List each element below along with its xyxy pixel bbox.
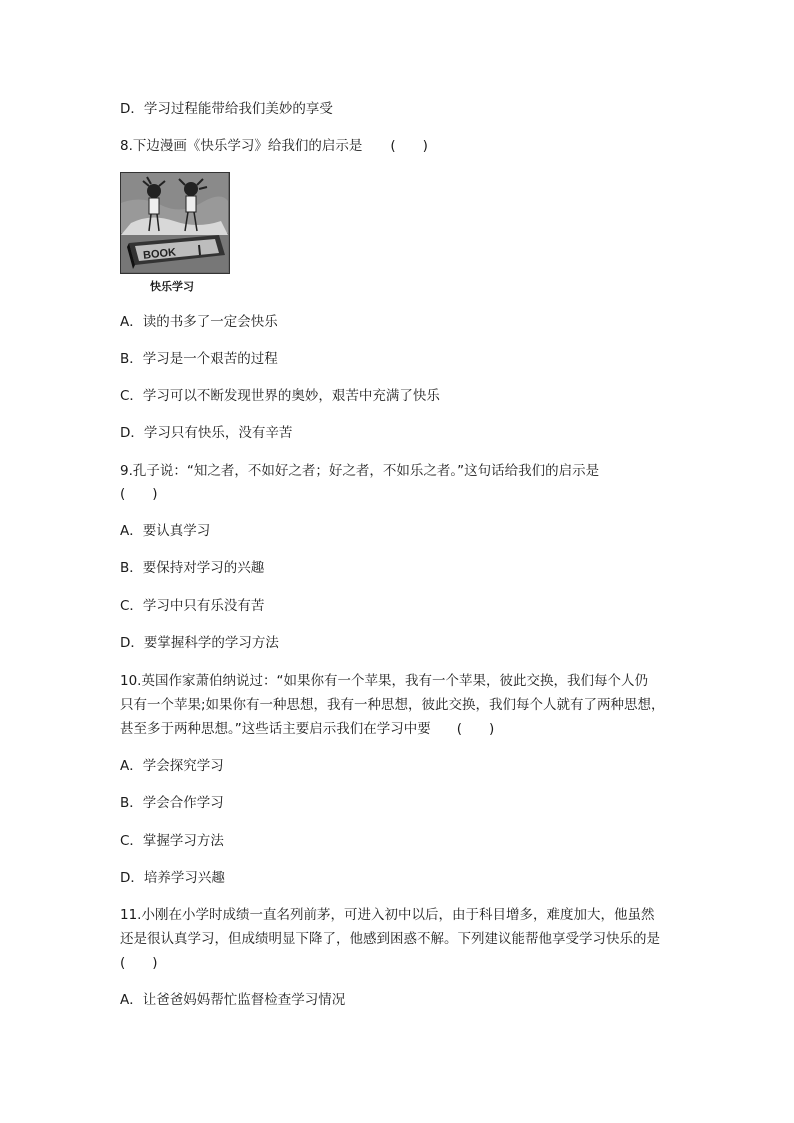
q11-option-a: A．让爸爸妈妈帮忙监督检查学习情况: [120, 992, 346, 1008]
q8-option-c: C．学习可以不断发现世界的奥妙，艰苦中充满了快乐: [120, 388, 440, 404]
q8-option-b: B．学习是一个艰苦的过程: [120, 351, 278, 367]
q10-option-d: D．培养学习兴趣: [120, 870, 225, 886]
q8-stem: [120, 137, 428, 155]
q10-stem-line3-text: 甚至多于两种思想。”这些话主要启示我们在学习中要: [120, 721, 431, 737]
q10-stem-line1: 10.英国作家萧伯纳说过：“如果你有一个苹果，我有一个苹果，彼此交换，我们每个人仍: [120, 673, 648, 689]
q9-option-a: A．要认真学习: [120, 523, 211, 539]
q11-stem-line2: 还是很认真学习，但成绩明显下降了，他感到困惑不解。下列建议能帮他享受学习快乐的是: [120, 931, 660, 947]
q8-option-a: A．读的书多了一定会快乐: [120, 314, 278, 330]
book-cover-text: BOOK: [142, 246, 177, 262]
cartoon-illustration: [121, 173, 228, 272]
q8-option-d: D．学习只有快乐，没有辛苦: [120, 425, 293, 441]
q8-stem-text: 8.下边漫画《快乐学习》给我们的启示是: [120, 138, 363, 154]
q9-stem: 9.孔子说：“知之者，不如好之者；好之者，不如乐之者。”这句话给我们的启示是: [120, 463, 600, 479]
q8-answer-blank: ( ): [390, 138, 428, 154]
q9-option-d: D．要掌握科学的学习方法: [120, 635, 279, 651]
q10-stem-line2: 只有一个苹果;如果你有一种思想，我有一种思想，彼此交换，我们每个人就有了两种思想，: [120, 697, 665, 713]
q10-option-b: B．学会合作学习: [120, 795, 224, 811]
q9-option-c: C．学习中只有乐没有苦: [120, 598, 265, 614]
q7-option-d: D．学习过程能带给我们美妙的享受: [120, 101, 333, 117]
q10-stem-line3: [120, 720, 494, 738]
q9-option-b: B．要保持对学习的兴趣: [120, 560, 265, 576]
q10-answer-blank: ( ): [456, 721, 495, 737]
q11-stem-line1: 11.小刚在小学时成绩一直名列前茅，可进入初中以后，由于科目增多，难度加大，他虽然: [120, 907, 655, 923]
q10-option-a: A．学会探究学习: [120, 758, 224, 774]
q11-answer-blank: ( ): [120, 955, 158, 971]
q10-option-c: C．掌握学习方法: [120, 833, 224, 849]
cartoon-happy-learning: [120, 172, 230, 274]
q9-answer-blank: ( ): [120, 486, 158, 502]
cartoon-caption: 快乐学习: [150, 280, 194, 293]
